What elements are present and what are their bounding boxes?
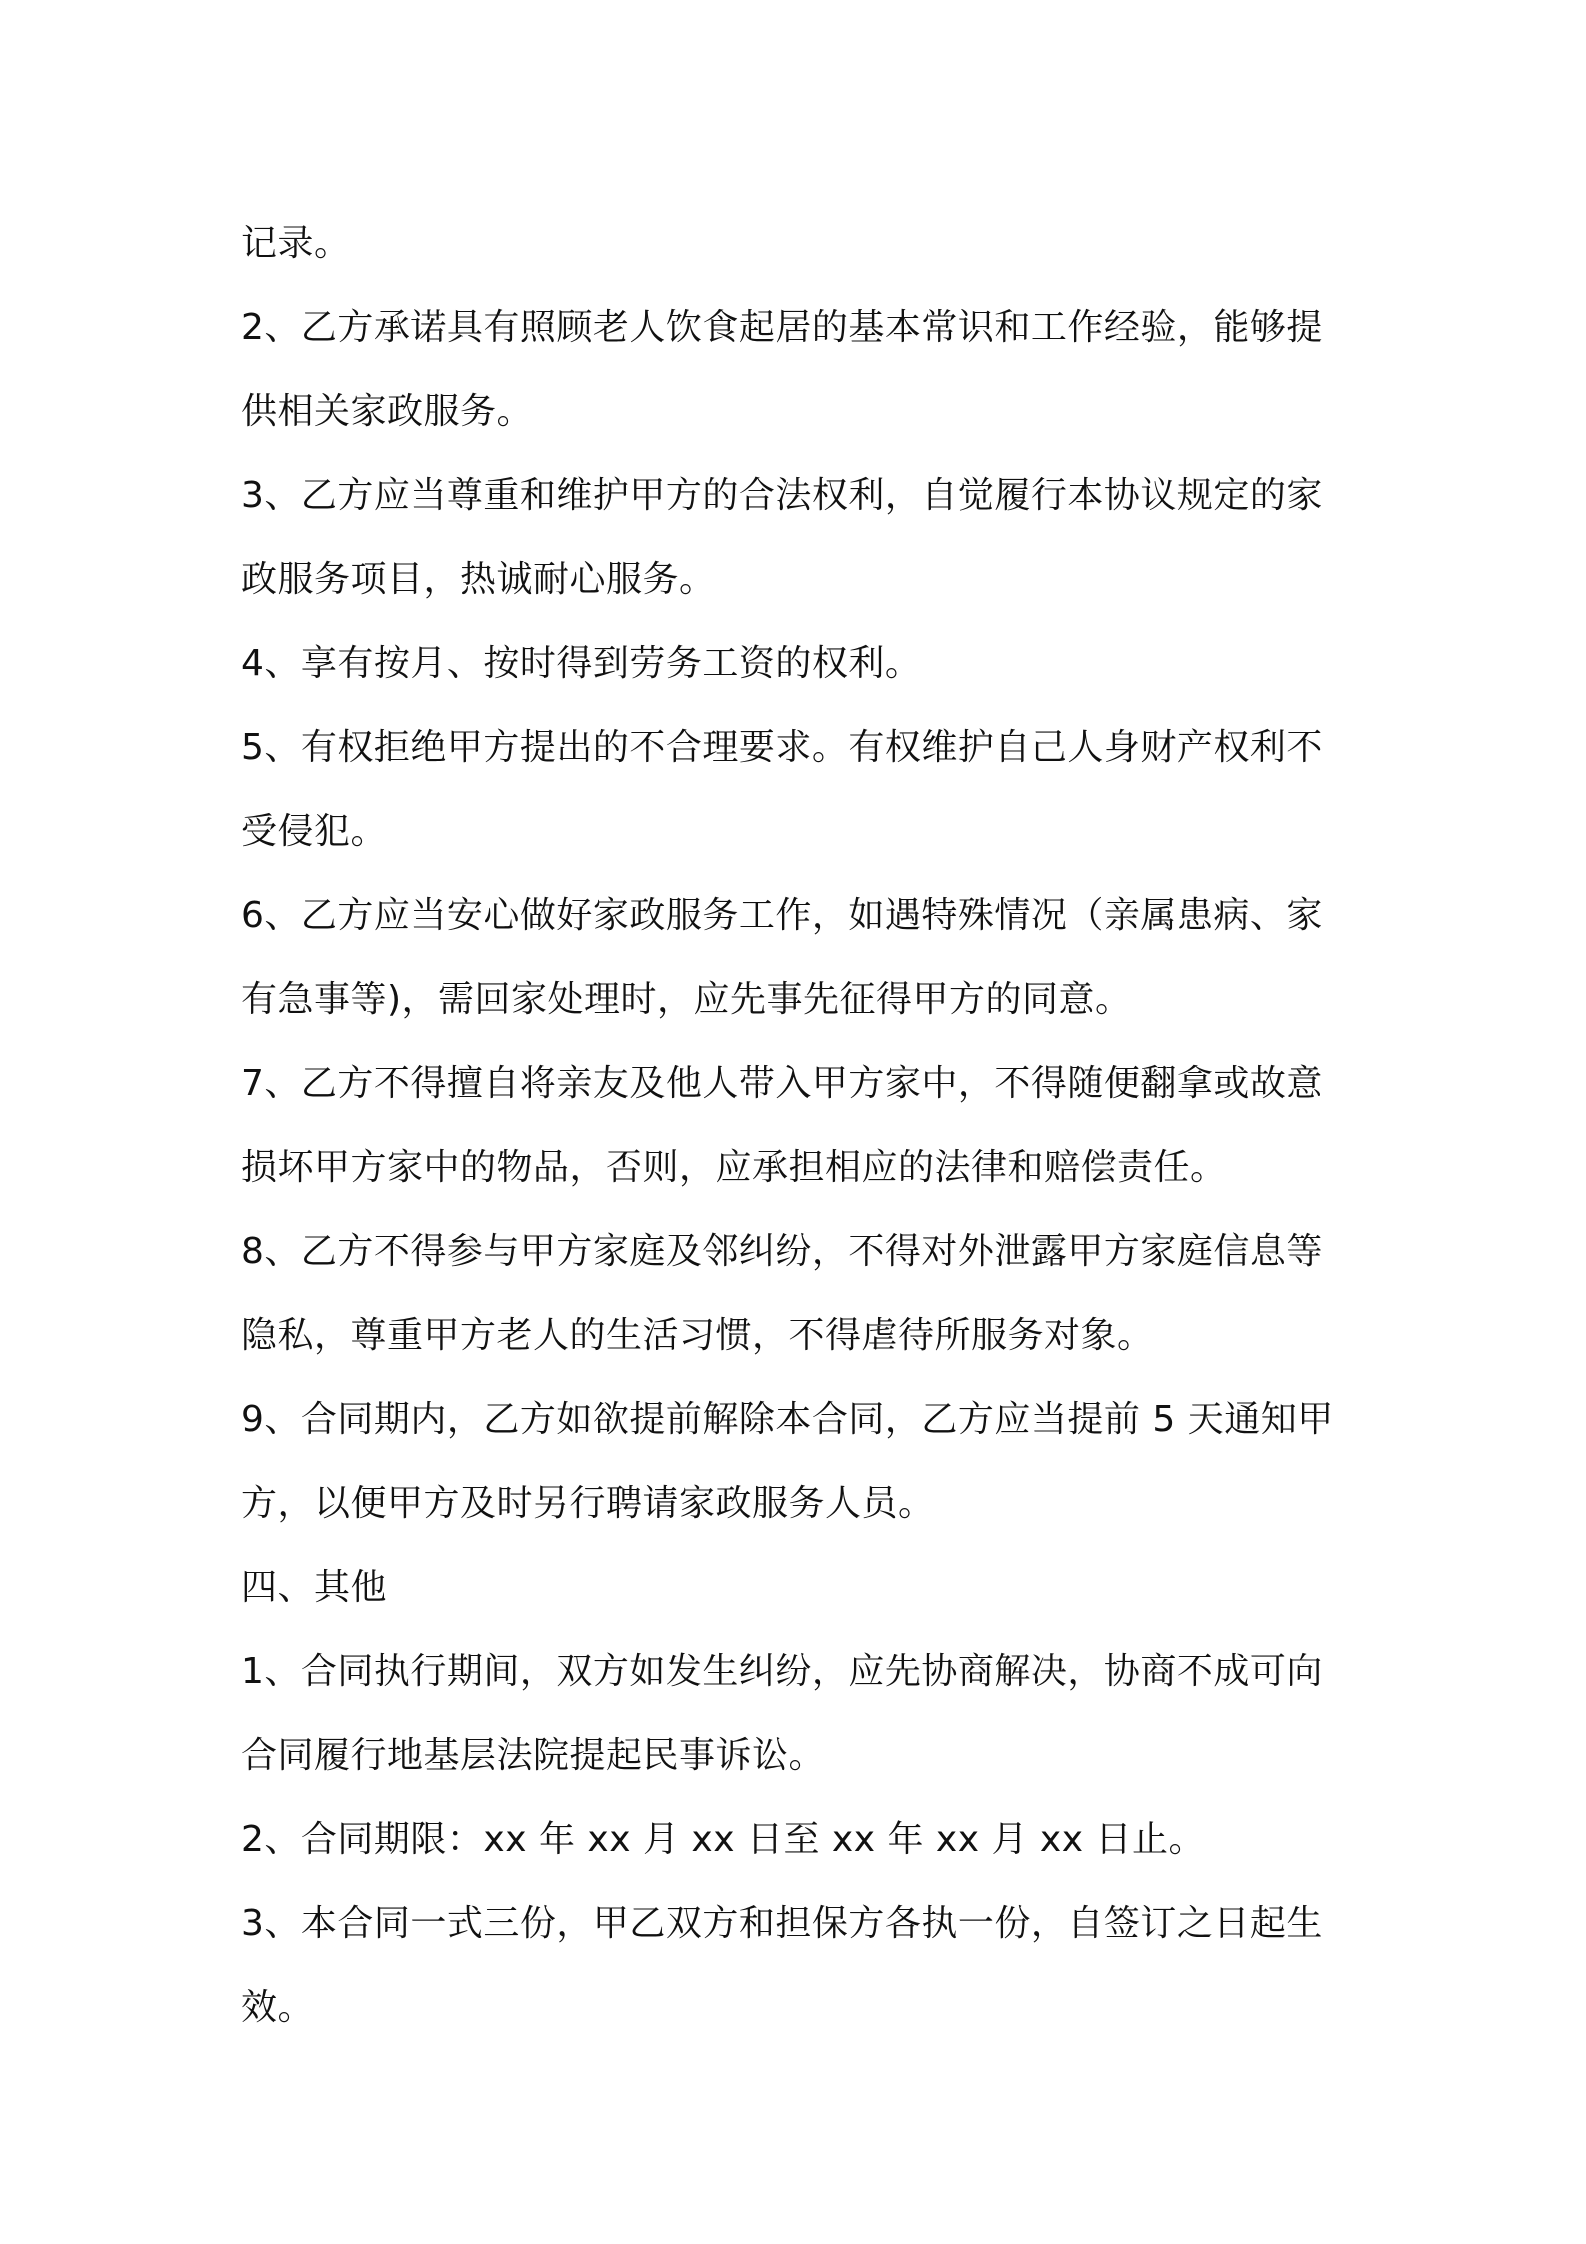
text-line: 6、乙方应当安心做好家政服务工作，如遇特殊情况（亲属患病、家 [241,895,1323,936]
text-line: 效。 [241,1987,315,2028]
text-line: 2、合同期限：xx 年 xx 月 xx 日至 xx 年 xx 月 xx 日止。 [241,1819,1205,1860]
text-line: 9、合同期内，乙方如欲提前解除本合同，乙方应当提前 5 天通知甲 [241,1399,1334,1440]
text-line: 供相关家政服务。 [241,391,534,432]
text-line: 8、乙方不得参与甲方家庭及邻纠纷，不得对外泄露甲方家庭信息等 [241,1231,1323,1272]
text-line: 政服务项目，热诚耐心服务。 [241,559,716,600]
text-line: 5、有权拒绝甲方提出的不合理要求。有权维护自己人身财产权利不 [241,727,1323,768]
text-line: 3、本合同一式三份，甲乙双方和担保方各执一份，自签订之日起生 [241,1903,1323,1944]
text-line: 3、乙方应当尊重和维护甲方的合法权利，自觉履行本协议规定的家 [241,475,1323,516]
text-line: 2、乙方承诺具有照顾老人饮食起居的基本常识和工作经验，能够提 [241,307,1323,348]
document-body [241,202,1361,2050]
text-line: 1、合同执行期间，双方如发生纠纷，应先协商解决，协商不成可向 [241,1651,1323,1692]
text-line: 记录。 [241,223,351,264]
text-line: 有急事等)，需回家处理时，应先事先征得甲方的同意。 [241,979,1132,1020]
text-line: 4、享有按月、按时得到劳务工资的权利。 [241,643,922,684]
text-line: 损坏甲方家中的物品，否则，应承担相应的法律和赔偿责任。 [241,1147,1227,1188]
text-line: 方，以便甲方及时另行聘请家政服务人员。 [241,1483,935,1524]
text-line: 隐私，尊重甲方老人的生活习惯，不得虐待所服务对象。 [241,1315,1154,1356]
text-line: 7、乙方不得擅自将亲友及他人带入甲方家中，不得随便翻拿或故意 [241,1063,1323,1104]
section-heading: 四、其他 [241,1567,388,1608]
text-line: 受侵犯。 [241,811,388,852]
text-line: 合同履行地基层法院提起民事诉讼。 [241,1735,826,1776]
